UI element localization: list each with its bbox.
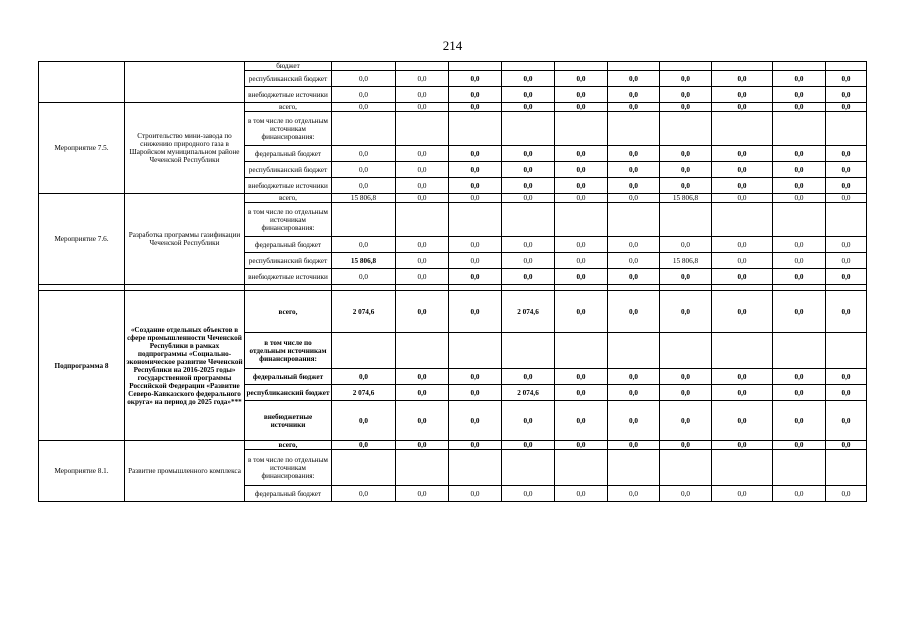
value-cell: 0,0: [396, 71, 449, 87]
value-cell: 0,0: [396, 103, 449, 112]
value-cell: [826, 203, 867, 237]
value-cell: 0,0: [773, 441, 826, 450]
value-cell: 0,0: [396, 291, 449, 333]
value-cell: 0,0: [773, 385, 826, 401]
value-cell: 0,0: [555, 237, 608, 253]
value-cell: [396, 450, 449, 486]
value-cell: 0,0: [502, 441, 555, 450]
value-cell: 0,0: [826, 385, 867, 401]
funding-source-cell: всего,: [245, 291, 332, 333]
value-cell: [332, 333, 396, 369]
value-cell: 0,0: [332, 401, 396, 441]
value-cell: 0,0: [502, 162, 555, 178]
value-cell: 0,0: [396, 486, 449, 502]
funding-source-cell: республиканский бюджет: [245, 162, 332, 178]
value-cell: 0,0: [332, 162, 396, 178]
value-cell: [773, 203, 826, 237]
item-description: «Создание отдельных объектов в сфере промышленности Чеченской Республики в рамках подпрограммы «Социально-экономическое развитие Чеченской Республики на 2016-2025 годы» государственной программы Российской Федерации «Развитие Северо-Кавказского федерального округа» на период до 2025 года»***: [125, 291, 245, 441]
value-cell: 0,0: [396, 253, 449, 269]
value-cell: 0,0: [660, 71, 712, 87]
value-cell: [449, 333, 502, 369]
value-cell: 0,0: [660, 401, 712, 441]
value-cell: 0,0: [773, 162, 826, 178]
value-cell: 0,0: [773, 291, 826, 333]
value-cell: [555, 112, 608, 146]
value-cell: 0,0: [712, 269, 773, 285]
value-cell: 0,0: [608, 87, 660, 103]
funding-source-cell: всего,: [245, 441, 332, 450]
funding-source-cell: внебюджетные источники: [245, 87, 332, 103]
value-cell: 0,0: [826, 87, 867, 103]
value-cell: 0,0: [826, 71, 867, 87]
value-cell: [332, 450, 396, 486]
value-cell: [712, 62, 773, 71]
value-cell: 0,0: [449, 162, 502, 178]
value-cell: [502, 62, 555, 71]
value-cell: 0,0: [712, 486, 773, 502]
value-cell: 0,0: [502, 237, 555, 253]
value-cell: 0,0: [449, 194, 502, 203]
value-cell: 0,0: [332, 269, 396, 285]
value-cell: 0,0: [555, 194, 608, 203]
value-cell: 0,0: [502, 103, 555, 112]
value-cell: [773, 62, 826, 71]
value-cell: 0,0: [608, 401, 660, 441]
value-cell: [332, 62, 396, 71]
value-cell: 0,0: [660, 385, 712, 401]
value-cell: 0,0: [608, 103, 660, 112]
value-cell: 0,0: [773, 401, 826, 441]
value-cell: 0,0: [449, 178, 502, 194]
value-cell: [773, 112, 826, 146]
item-description: Развитие промышленного комплекса: [125, 441, 245, 502]
value-cell: 0,0: [396, 146, 449, 162]
value-cell: 0,0: [712, 291, 773, 333]
value-cell: 0,0: [712, 194, 773, 203]
value-cell: 0,0: [826, 369, 867, 385]
value-cell: 15 806,8: [332, 194, 396, 203]
item-description: Строительство мини-завода по снижению природного газа в Шаройском муниципальном районе Чеченской Республики: [125, 103, 245, 194]
value-cell: 0,0: [449, 486, 502, 502]
table-body: [39, 62, 867, 502]
value-cell: 0,0: [449, 103, 502, 112]
value-cell: 0,0: [608, 146, 660, 162]
value-cell: 0,0: [332, 103, 396, 112]
value-cell: [449, 62, 502, 71]
value-cell: 0,0: [773, 486, 826, 502]
value-cell: [826, 62, 867, 71]
value-cell: 0,0: [826, 162, 867, 178]
funding-source-cell: внебюджетные источники: [245, 401, 332, 441]
funding-source-cell: республиканский бюджет: [245, 385, 332, 401]
value-cell: [826, 333, 867, 369]
value-cell: 0,0: [502, 87, 555, 103]
value-cell: 0,0: [449, 237, 502, 253]
value-cell: 0,0: [712, 401, 773, 441]
item-name: Мероприятие 7.5.: [39, 103, 125, 194]
value-cell: 0,0: [449, 401, 502, 441]
value-cell: 0,0: [660, 87, 712, 103]
value-cell: 0,0: [449, 146, 502, 162]
value-cell: 15 806,8: [660, 194, 712, 203]
value-cell: 0,0: [660, 269, 712, 285]
value-cell: 0,0: [555, 146, 608, 162]
value-cell: 0,0: [608, 178, 660, 194]
value-cell: [449, 203, 502, 237]
funding-source-cell: федеральный бюджет: [245, 369, 332, 385]
value-cell: 0,0: [773, 369, 826, 385]
value-cell: 15 806,8: [332, 253, 396, 269]
value-cell: 0,0: [396, 441, 449, 450]
value-cell: [396, 333, 449, 369]
funding-source-cell: республиканский бюджет: [245, 71, 332, 87]
value-cell: 0,0: [773, 237, 826, 253]
value-cell: 2 074,6: [502, 291, 555, 333]
value-cell: 0,0: [396, 269, 449, 285]
value-cell: [555, 203, 608, 237]
value-cell: 0,0: [826, 401, 867, 441]
value-cell: 0,0: [332, 71, 396, 87]
value-cell: 0,0: [660, 486, 712, 502]
value-cell: [608, 112, 660, 146]
value-cell: 0,0: [608, 162, 660, 178]
prev-item-desc-cell: [125, 62, 245, 103]
value-cell: 0,0: [826, 178, 867, 194]
value-cell: 0,0: [608, 253, 660, 269]
value-cell: 0,0: [502, 269, 555, 285]
value-cell: [502, 112, 555, 146]
value-cell: 0,0: [826, 146, 867, 162]
value-cell: 0,0: [660, 441, 712, 450]
value-cell: 0,0: [555, 291, 608, 333]
value-cell: 0,0: [773, 194, 826, 203]
value-cell: 0,0: [608, 71, 660, 87]
funding-source-cell: федеральный бюджет: [245, 237, 332, 253]
value-cell: 0,0: [608, 291, 660, 333]
prev-item-name-cell: [39, 62, 125, 103]
value-cell: 0,0: [608, 441, 660, 450]
table-row: [39, 194, 867, 203]
value-cell: 0,0: [660, 146, 712, 162]
value-cell: 0,0: [555, 441, 608, 450]
value-cell: [660, 333, 712, 369]
value-cell: [660, 62, 712, 71]
value-cell: 0,0: [712, 71, 773, 87]
value-cell: 2 074,6: [332, 385, 396, 401]
value-cell: 0,0: [555, 87, 608, 103]
value-cell: 0,0: [660, 162, 712, 178]
value-cell: 0,0: [396, 162, 449, 178]
value-cell: 0,0: [660, 369, 712, 385]
value-cell: 0,0: [712, 385, 773, 401]
page-number: 214: [442, 38, 463, 53]
value-cell: 0,0: [502, 146, 555, 162]
value-cell: [449, 112, 502, 146]
value-cell: 0,0: [712, 178, 773, 194]
value-cell: 0,0: [555, 385, 608, 401]
value-cell: 2 074,6: [332, 291, 396, 333]
value-cell: 0,0: [712, 237, 773, 253]
value-cell: 0,0: [555, 401, 608, 441]
funding-source-cell: в том числе по отдельным источникам финансирования:: [245, 450, 332, 486]
value-cell: 0,0: [449, 385, 502, 401]
value-cell: 0,0: [502, 178, 555, 194]
value-cell: 0,0: [712, 162, 773, 178]
value-cell: 0,0: [712, 146, 773, 162]
value-cell: 0,0: [555, 162, 608, 178]
value-cell: 0,0: [502, 401, 555, 441]
value-cell: 0,0: [555, 253, 608, 269]
table-row: [39, 103, 867, 112]
funding-source-cell: федеральный бюджет: [245, 486, 332, 502]
value-cell: 0,0: [608, 486, 660, 502]
budget-table: [38, 61, 867, 502]
value-cell: [660, 203, 712, 237]
value-cell: 0,0: [826, 486, 867, 502]
value-cell: 0,0: [773, 146, 826, 162]
value-cell: 0,0: [660, 178, 712, 194]
value-cell: 0,0: [773, 178, 826, 194]
value-cell: 0,0: [712, 369, 773, 385]
funding-source-cell: в том числе по отдельным источникам финансирования:: [245, 203, 332, 237]
value-cell: 0,0: [608, 385, 660, 401]
value-cell: 0,0: [712, 441, 773, 450]
value-cell: 0,0: [773, 269, 826, 285]
value-cell: 0,0: [826, 237, 867, 253]
value-cell: 0,0: [826, 194, 867, 203]
value-cell: 0,0: [712, 253, 773, 269]
value-cell: 0,0: [449, 87, 502, 103]
value-cell: 0,0: [608, 194, 660, 203]
value-cell: [502, 333, 555, 369]
funding-source-cell: республиканский бюджет: [245, 253, 332, 269]
value-cell: 0,0: [396, 87, 449, 103]
value-cell: 0,0: [826, 103, 867, 112]
funding-source-cell: всего,: [245, 194, 332, 203]
value-cell: [660, 112, 712, 146]
value-cell: 0,0: [449, 253, 502, 269]
value-cell: 0,0: [449, 71, 502, 87]
value-cell: 0,0: [826, 291, 867, 333]
value-cell: [502, 450, 555, 486]
item-name: Мероприятие 8.1.: [39, 441, 125, 502]
value-cell: 0,0: [396, 401, 449, 441]
table-row: [39, 441, 867, 450]
value-cell: 0,0: [555, 178, 608, 194]
table-row: [39, 291, 867, 333]
value-cell: 0,0: [396, 237, 449, 253]
value-cell: 0,0: [449, 369, 502, 385]
value-cell: 0,0: [332, 441, 396, 450]
value-cell: 0,0: [773, 87, 826, 103]
value-cell: [712, 112, 773, 146]
value-cell: [773, 450, 826, 486]
value-cell: [826, 112, 867, 146]
value-cell: 0,0: [660, 291, 712, 333]
value-cell: 15 806,8: [660, 253, 712, 269]
value-cell: 0,0: [660, 103, 712, 112]
value-cell: [608, 62, 660, 71]
item-description: Разработка программы газификации Чеченской Республики: [125, 194, 245, 285]
value-cell: 0,0: [502, 486, 555, 502]
funding-source-cell: бюджет: [245, 62, 332, 71]
funding-source-cell: внебюджетные источники: [245, 269, 332, 285]
value-cell: 0,0: [449, 269, 502, 285]
value-cell: 0,0: [608, 237, 660, 253]
value-cell: [555, 333, 608, 369]
value-cell: [396, 62, 449, 71]
funding-source-cell: в том числе по отдельным источникам финансирования:: [245, 112, 332, 146]
value-cell: 0,0: [660, 237, 712, 253]
value-cell: 0,0: [396, 178, 449, 194]
item-name: Подпрограмма 8: [39, 291, 125, 441]
value-cell: 0,0: [332, 369, 396, 385]
value-cell: 0,0: [332, 87, 396, 103]
value-cell: [712, 203, 773, 237]
value-cell: 0,0: [555, 369, 608, 385]
value-cell: [332, 203, 396, 237]
value-cell: [608, 333, 660, 369]
value-cell: 0,0: [396, 194, 449, 203]
value-cell: [608, 203, 660, 237]
value-cell: 0,0: [773, 253, 826, 269]
value-cell: [660, 450, 712, 486]
value-cell: [826, 450, 867, 486]
value-cell: 0,0: [555, 486, 608, 502]
value-cell: 0,0: [332, 146, 396, 162]
value-cell: 0,0: [396, 369, 449, 385]
value-cell: [332, 112, 396, 146]
value-cell: 0,0: [712, 103, 773, 112]
value-cell: 0,0: [773, 103, 826, 112]
table-row: [39, 62, 867, 71]
funding-source-cell: в том числе по отдельным источникам финансирования:: [245, 333, 332, 369]
value-cell: 0,0: [449, 441, 502, 450]
funding-source-cell: всего,: [245, 103, 332, 112]
value-cell: 0,0: [608, 269, 660, 285]
value-cell: [502, 203, 555, 237]
value-cell: 0,0: [502, 194, 555, 203]
value-cell: 0,0: [332, 178, 396, 194]
value-cell: [396, 112, 449, 146]
value-cell: [712, 333, 773, 369]
value-cell: 0,0: [826, 269, 867, 285]
value-cell: [396, 203, 449, 237]
value-cell: [773, 333, 826, 369]
value-cell: [555, 62, 608, 71]
value-cell: 0,0: [502, 253, 555, 269]
value-cell: 0,0: [826, 441, 867, 450]
value-cell: [608, 450, 660, 486]
value-cell: 0,0: [332, 486, 396, 502]
item-name: Мероприятие 7.6.: [39, 194, 125, 285]
funding-source-cell: федеральный бюджет: [245, 146, 332, 162]
funding-source-cell: внебюджетные источники: [245, 178, 332, 194]
value-cell: 0,0: [826, 253, 867, 269]
value-cell: 0,0: [555, 103, 608, 112]
value-cell: 0,0: [502, 369, 555, 385]
value-cell: 0,0: [449, 291, 502, 333]
value-cell: [555, 450, 608, 486]
value-cell: [712, 450, 773, 486]
value-cell: 0,0: [555, 71, 608, 87]
value-cell: 0,0: [608, 369, 660, 385]
value-cell: 0,0: [396, 385, 449, 401]
value-cell: [449, 450, 502, 486]
value-cell: 0,0: [502, 71, 555, 87]
value-cell: 0,0: [773, 71, 826, 87]
value-cell: 2 074,6: [502, 385, 555, 401]
value-cell: 0,0: [555, 269, 608, 285]
value-cell: 0,0: [332, 237, 396, 253]
value-cell: 0,0: [712, 87, 773, 103]
